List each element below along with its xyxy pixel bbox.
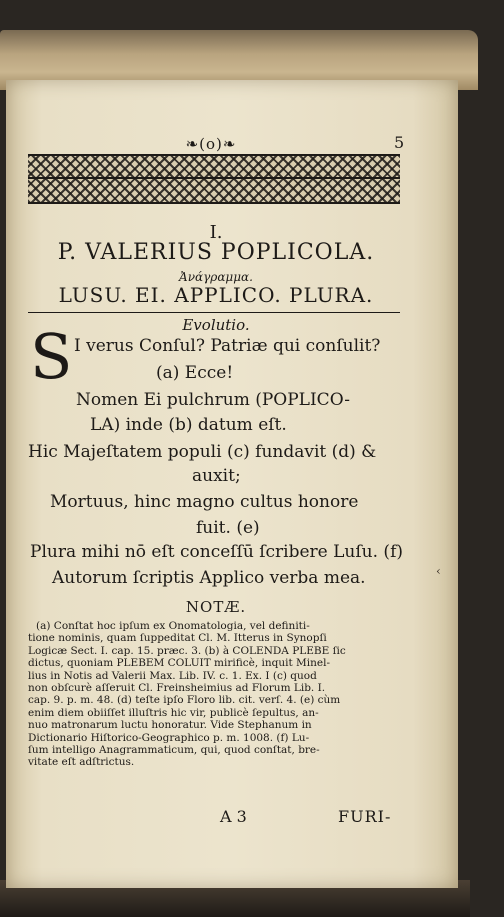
verse-line: auxit;: [192, 466, 241, 486]
note-line: (a) Conſtat hoc ipſum ex Onomatologia, vel definiti-: [36, 620, 310, 632]
verse-line: Mortuus, hinc magno cultus honore: [50, 492, 359, 512]
note-line: Dictionario Hiſtorico-Geographico p. m. 1008. (f) Lu-: [28, 731, 310, 744]
greek-anagram-label: Ἀνάγραμμα.: [179, 270, 253, 284]
note-line: dictus, quoniam PLEBEM COLUIT mirificè, inquit Minel-: [28, 657, 331, 670]
divider-rule: [28, 312, 400, 313]
page-title: P. VALERIUS POPLICOLA.: [57, 240, 375, 265]
verse-line: Hic Majeſtatem populi (c) fundavit (d) &: [28, 442, 377, 462]
note-line: enim diem obiiſſet illuſtris hic vir, publicè ſepultus, an-: [28, 706, 319, 719]
note-line: cap. 9. p. m. 48. (d) teſte ipſo Floro lib. cit. verſ. 4. (e) cùm: [28, 694, 341, 707]
signature-mark: A 3: [220, 807, 247, 826]
footnotes-block: [28, 620, 408, 769]
verse-line: Nomen Ei pulchrum (POPLICO-: [76, 390, 350, 410]
note-line: ſum intelligo Anagrammaticum, qui, quod conſtat, bre-: [28, 744, 320, 757]
verse-line: LA) inde (b) datum eſt.: [90, 415, 287, 435]
verse-line: Plura mihi nō eſt conceſſū ſcribere Luſu. (f): [30, 542, 403, 562]
note-line: vitate eſt adſtrictus.: [28, 756, 135, 769]
verse-line: (a) Ecce!: [156, 363, 234, 383]
evolutio-heading: Evolutio.: [182, 316, 250, 334]
notes-heading: NOTÆ.: [185, 598, 247, 616]
note-line: tione nominis, quam ſuppeditat Cl. M. Itterus in Synopſi: [28, 632, 327, 645]
verse-line: fuit. (e): [196, 518, 260, 538]
note-line: nuo matronarum luctu honoratur. Vide Stephanum in: [28, 719, 312, 732]
page-number: 5: [394, 133, 405, 152]
verse-line: Autorum ſcriptis Applico verba mea.: [52, 568, 366, 588]
drop-cap: S: [30, 320, 73, 393]
note-line: Logicæ Sect. I. cap. 15. præc. 3. (b) à COLENDA PLEBE ſic: [28, 644, 346, 657]
note-line: non obſcurè aſſeruit Cl. Freinsheimius ad Florum Lib. I.: [28, 682, 326, 695]
note-line: lius in Notis ad Valerii Max. Lib. IV. c. 1. Ex. I (c) quod: [28, 669, 317, 682]
header-ornament: ❧(o)❧: [185, 135, 237, 153]
anagram-subtitle: LUSU. EI. APPLICO. PLURA.: [58, 283, 374, 307]
verse-line: I verus Conſul? Patriæ qui conſulit?: [74, 336, 381, 356]
ornamental-border-band: [28, 154, 400, 204]
section-number: I.: [209, 222, 223, 243]
book-page: [6, 80, 458, 888]
catchword: FURI-: [338, 807, 392, 826]
margin-mark: ‹: [436, 564, 441, 578]
